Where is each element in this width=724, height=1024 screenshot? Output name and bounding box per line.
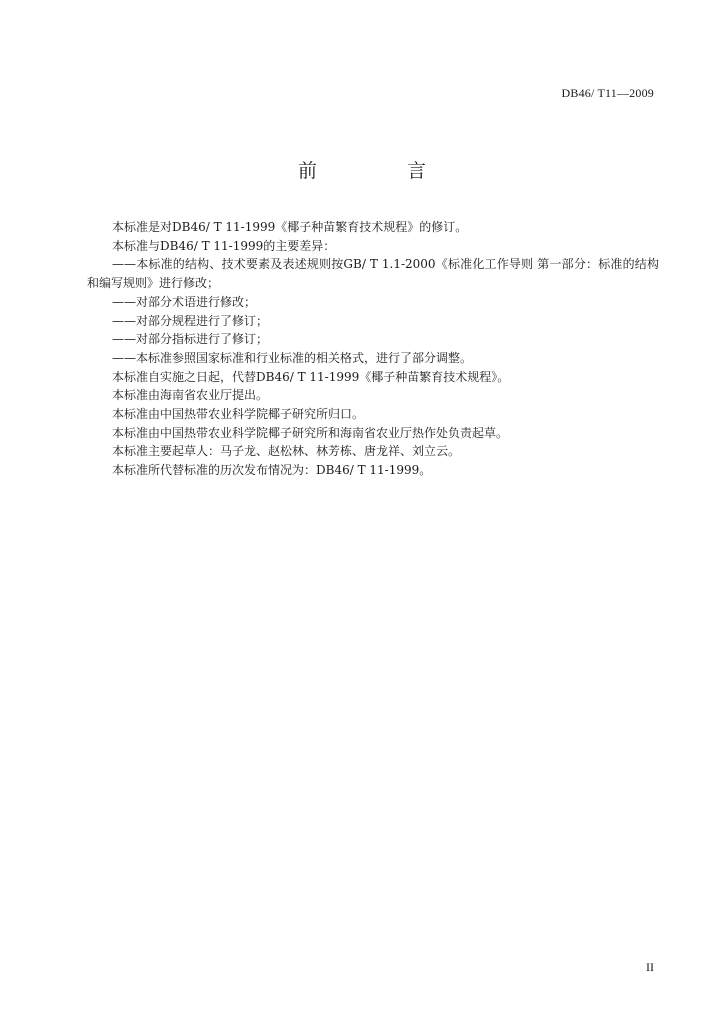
paragraph-replacement: 本标准自实施之日起，代替DB46/ T 11-1999《椰子种苗繁育技术规程》。 bbox=[112, 369, 510, 384]
paragraph-proposer: 本标准由海南省农业厅提出。 bbox=[112, 388, 269, 403]
document-code: DB46/ T11—2009 bbox=[561, 86, 654, 100]
paragraph-drafting-units: 本标准由中国热带农业科学院椰子研究所和海南省农业厅热作处负责起草。 bbox=[112, 425, 509, 440]
page-number: II bbox=[646, 960, 654, 974]
paragraph-drafters: 本标准主要起草人：马子龙、赵松林、林芳栋、唐龙祥、刘立云。 bbox=[112, 444, 461, 459]
paragraph-difference-terms: ——对部分术语进行修改； bbox=[112, 294, 257, 309]
paragraph-difference-format: ——本标准参照国家标准和行业标准的相关格式，进行了部分调整。 bbox=[112, 350, 473, 365]
paragraph-difference-structure: ——本标准的结构、技术要素及表述规则按GB/ T 1.1-2000《标准化工作导则 第一部分：标准的结构和编写规则》进行修改； bbox=[87, 257, 659, 291]
paragraph-history: 本标准所代替标准的历次发布情况为：DB46/ T 11-1999。 bbox=[112, 463, 432, 478]
page-title: 前 言 bbox=[297, 160, 469, 182]
paragraph-centralized-by: 本标准由中国热带农业科学院椰子研究所归口。 bbox=[112, 407, 365, 422]
paragraph-difference-procedures: ——对部分规程进行了修订； bbox=[112, 313, 269, 328]
paragraph-differences-intro: 本标准与DB46/ T 11-1999的主要差异： bbox=[112, 238, 336, 253]
paragraph-revision-note: 本标准是对DB46/ T 11-1999《椰子种苗繁育技术规程》的修订。 bbox=[112, 220, 468, 234]
foreword-body bbox=[87, 218, 659, 480]
paragraph-difference-indicators: ——对部分指标进行了修订； bbox=[112, 332, 269, 347]
